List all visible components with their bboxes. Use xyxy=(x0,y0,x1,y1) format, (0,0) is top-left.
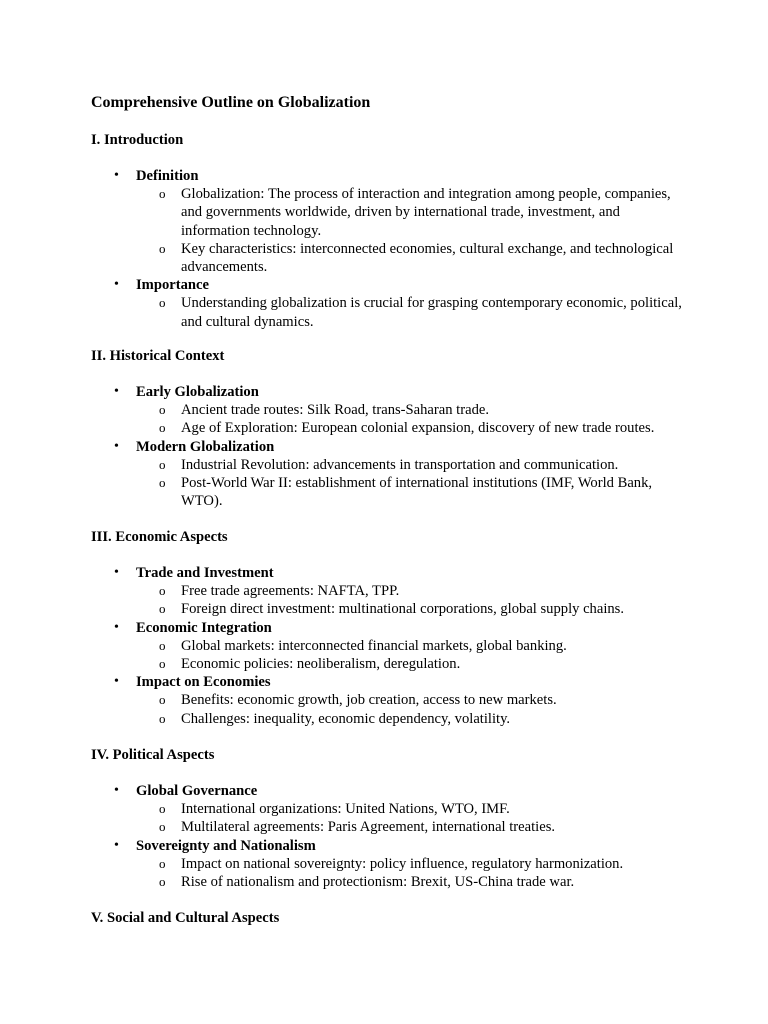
bullet-icon: • xyxy=(114,277,119,293)
bullet-icon: • xyxy=(114,674,119,690)
topic-label: Trade and Investment xyxy=(136,565,274,581)
sub-item xyxy=(136,600,691,618)
circle-bullet-icon: o xyxy=(159,420,166,436)
topic-label: Global Governance xyxy=(136,783,258,799)
sub-item-text: International organizations: United Nations, WTO, IMF. xyxy=(181,801,510,818)
sub-item xyxy=(136,637,691,655)
sub-item-text: Ancient trade routes: Silk Road, trans-Saharan trade. xyxy=(181,402,489,419)
bullet-icon: • xyxy=(114,168,119,183)
bullet-icon: • xyxy=(114,565,119,580)
sub-list xyxy=(136,637,696,673)
sub-item xyxy=(136,691,691,709)
sub-item-text: Foreign direct investment: multinational corporations, global supply chains. xyxy=(181,601,625,618)
sub-item-text: Industrial Revolution: advancements in transportation and communication. xyxy=(181,456,619,473)
circle-bullet-icon: o xyxy=(159,456,166,472)
bullet-icon: • xyxy=(114,438,119,454)
sub-item xyxy=(136,855,691,873)
sub-item xyxy=(136,800,691,818)
sub-list xyxy=(136,185,696,276)
circle-bullet-icon: o xyxy=(159,601,166,617)
section-heading-historical-context: II. Historical Context xyxy=(91,348,225,364)
section-list-historical-context xyxy=(114,383,696,510)
sub-item-text: Global markets: interconnected financial markets, global banking. xyxy=(181,637,567,654)
bullet-icon: • xyxy=(114,384,119,399)
sub-item xyxy=(136,582,691,600)
topic-item xyxy=(114,619,696,674)
sub-item-text: Benefits: economic growth, job creation, access to new markets. xyxy=(181,692,557,709)
topic-item xyxy=(114,383,696,438)
topic-item xyxy=(114,276,696,331)
topic-label: Importance xyxy=(136,277,209,294)
sub-item xyxy=(136,710,691,728)
sub-item-text: Challenges: inequality, economic dependency, volatility. xyxy=(181,710,511,727)
topic-item xyxy=(114,782,696,837)
sub-item-text: Impact on national sovereignty: policy influence, regulatory harmonization. xyxy=(181,855,624,872)
section-heading-economic-aspects: III. Economic Aspects xyxy=(91,529,228,545)
sub-list xyxy=(136,800,696,836)
sub-item-text: Age of Exploration: European colonial expansion, discovery of new trade routes. xyxy=(181,420,655,437)
sub-list xyxy=(136,456,696,511)
topic-label: Modern Globalization xyxy=(136,438,275,455)
circle-bullet-icon: o xyxy=(159,295,166,311)
circle-bullet-icon: o xyxy=(159,710,166,726)
topic-label: Sovereignty and Nationalism xyxy=(136,837,316,854)
section-heading-political-aspects: IV. Political Aspects xyxy=(91,747,215,763)
sub-item-text: Globalization: The process of interaction and integration among people, companies, and governments worldwide, driven by international trade, investment, and information technology. xyxy=(181,186,671,239)
sub-item-text: Free trade agreements: NAFTA, TPP. xyxy=(181,583,400,600)
topic-label: Economic Integration xyxy=(136,619,272,636)
circle-bullet-icon: o xyxy=(159,240,166,256)
sub-item-text: Understanding globalization is crucial for grasping contemporary economic, political, and cultural dynamics. xyxy=(181,295,682,330)
sub-list xyxy=(136,294,696,330)
section-list-political-aspects xyxy=(114,782,696,891)
sub-item-text: Key characteristics: interconnected economies, cultural exchange, and technological advancements. xyxy=(181,240,674,276)
sub-item-text: Multilateral agreements: Paris Agreement, international treaties. xyxy=(181,819,556,836)
section-list-economic-aspects xyxy=(114,564,696,728)
circle-bullet-icon: o xyxy=(159,692,166,708)
topic-item xyxy=(114,837,696,892)
sub-item xyxy=(136,818,691,836)
topic-label: Impact on Economies xyxy=(136,674,271,691)
document-title: Comprehensive Outline on Globalization xyxy=(91,94,371,111)
section-heading-social-cultural-aspects: V. Social and Cultural Aspects xyxy=(91,910,280,926)
sub-item xyxy=(136,185,691,240)
sub-item xyxy=(136,419,691,437)
circle-bullet-icon: o xyxy=(159,855,166,871)
topic-label: Definition xyxy=(136,168,199,184)
sub-list xyxy=(136,401,696,437)
sub-item-text: Economic policies: neoliberalism, deregulation. xyxy=(181,656,461,673)
topic-item xyxy=(114,438,696,511)
sub-item xyxy=(136,401,691,419)
sub-item-text: Rise of nationalism and protectionism: Brexit, US-China trade war. xyxy=(181,874,575,891)
circle-bullet-icon: o xyxy=(159,656,166,672)
circle-bullet-icon: o xyxy=(159,402,166,418)
circle-bullet-icon: o xyxy=(159,637,166,653)
bullet-icon: • xyxy=(114,783,119,798)
topic-item xyxy=(114,673,696,728)
circle-bullet-icon: o xyxy=(159,801,166,817)
sub-item xyxy=(136,456,691,474)
circle-bullet-icon: o xyxy=(159,475,166,491)
circle-bullet-icon: o xyxy=(159,874,166,890)
section-heading-introduction: I. Introduction xyxy=(91,132,184,148)
sub-item xyxy=(136,294,691,330)
sub-list xyxy=(136,582,696,618)
circle-bullet-icon: o xyxy=(159,186,166,202)
circle-bullet-icon: o xyxy=(159,819,166,835)
sub-list xyxy=(136,855,696,891)
topic-item xyxy=(114,564,696,619)
sub-item xyxy=(136,240,691,276)
bullet-icon: • xyxy=(114,619,119,635)
sub-item-text: Post-World War II: establishment of international institutions (IMF, World Bank, WTO). xyxy=(181,475,653,510)
sub-item xyxy=(136,655,691,673)
topic-label: Early Globalization xyxy=(136,384,259,400)
sub-item xyxy=(136,873,691,891)
sub-list xyxy=(136,691,696,727)
circle-bullet-icon: o xyxy=(159,583,166,599)
sub-item xyxy=(136,474,691,510)
section-list-introduction xyxy=(114,167,696,331)
bullet-icon: • xyxy=(114,837,119,853)
topic-item xyxy=(114,167,696,276)
